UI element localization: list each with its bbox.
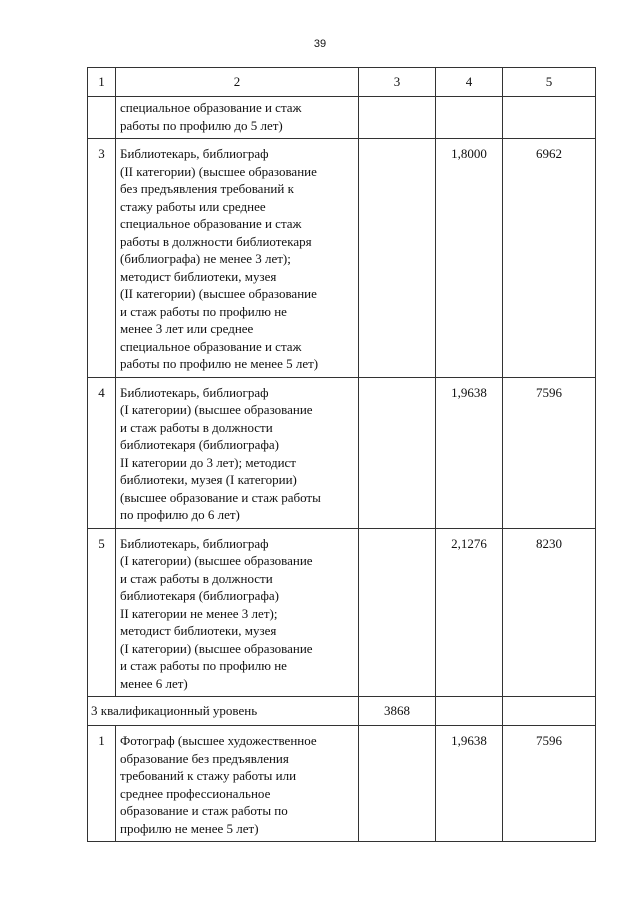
coefficient-cell: 1,9638 (436, 726, 503, 842)
qualification-level-row (88, 697, 596, 726)
base-salary-cell (359, 528, 436, 697)
table-row (88, 528, 596, 697)
page-number: 39 (313, 38, 327, 50)
salary-table (87, 67, 596, 842)
base-salary-cell (359, 97, 436, 139)
position-description: Библиотекарь, библиограф (I категории) (высшее образование и стаж работы в должности библиотекаря (библиографа) II категории до 3 лет); методист библиотеки, музея (I категории) (высшее образование и стаж работы по профилю до 6 лет) (116, 377, 359, 528)
position-description: Библиотекарь, библиограф (II категории) (высшее образование без предъявления требований к стажу работы или среднее специальное образование и стаж работы в должности библиотекаря (библиографа) не менее 3 лет); методист библиотеки, музея (II категории) (высшее образование и стаж работы по профилю не менее 3 лет или среднее специальное образование и стаж работы по профилю не менее 5 лет) (116, 139, 359, 378)
empty-cell (436, 697, 503, 726)
coefficient-cell: 1,9638 (436, 377, 503, 528)
position-description: специальное образование и стаж работы по профилю до 5 лет) (116, 97, 359, 139)
base-salary-cell (359, 139, 436, 378)
header-cell: 5 (503, 68, 596, 97)
qualification-level-name: 3 квалификационный уровень (88, 697, 359, 726)
table-row (88, 97, 596, 139)
header-cell: 2 (116, 68, 359, 97)
table-row (88, 726, 596, 842)
header-cell: 3 (359, 68, 436, 97)
coefficient-cell: 1,8000 (436, 139, 503, 378)
qualification-level-salary: 3868 (359, 697, 436, 726)
salary-cell (503, 97, 596, 139)
table-row (88, 139, 596, 378)
coefficient-cell (436, 97, 503, 139)
base-salary-cell (359, 726, 436, 842)
row-number: 3 (88, 139, 116, 378)
row-number: 1 (88, 726, 116, 842)
row-number: 5 (88, 528, 116, 697)
header-cell: 4 (436, 68, 503, 97)
row-number: 4 (88, 377, 116, 528)
base-salary-cell (359, 377, 436, 528)
table-header-row (88, 68, 596, 97)
salary-cell: 8230 (503, 528, 596, 697)
salary-cell: 7596 (503, 726, 596, 842)
position-description: Библиотекарь, библиограф (I категории) (высшее образование и стаж работы в должности библиотекаря (библиографа) II категории не менее 3 лет); методист библиотеки, музея (I категории) (высшее образование и стаж работы по профилю не менее 6 лет) (116, 528, 359, 697)
coefficient-cell: 2,1276 (436, 528, 503, 697)
salary-cell: 7596 (503, 377, 596, 528)
salary-cell: 6962 (503, 139, 596, 378)
row-number (88, 97, 116, 139)
table-row (88, 377, 596, 528)
empty-cell (503, 697, 596, 726)
position-description: Фотограф (высшее художественное образование без предъявления требований к стажу работы или среднее профессиональное образование и стаж работы по профилю не менее 5 лет) (116, 726, 359, 842)
header-cell: 1 (88, 68, 116, 97)
